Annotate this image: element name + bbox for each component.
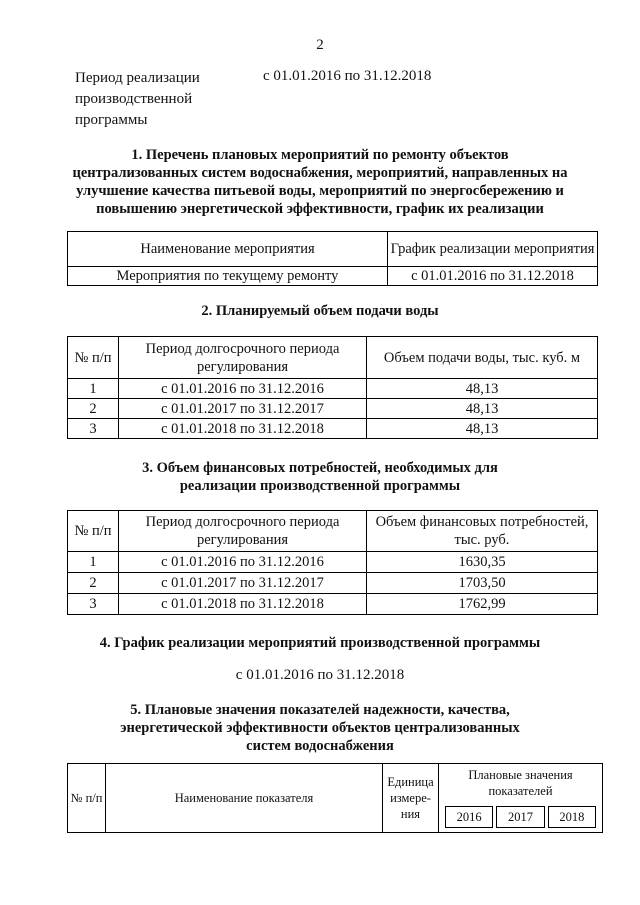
section5-title: 5. Плановые значения показателей надежности, качества, энергетической эффективности объектов централизованных систем водоснабжения	[120, 702, 520, 754]
table-header-row	[68, 232, 598, 267]
header-cell: Период долгосрочного периода регулирования	[119, 337, 367, 379]
header-cell: Наименование мероприятия	[68, 232, 388, 267]
table-row: 2 с 01.01.2017 по 31.12.2017 1703,50	[68, 573, 598, 594]
planned-values-label: Плановые значения показателей	[468, 768, 573, 798]
table-cell: Мероприятия по текущему ремонту	[68, 267, 388, 286]
header-cell: № п/п	[68, 337, 119, 379]
section1-table	[67, 231, 598, 286]
header-cell: Период долгосрочного периода регулирования	[119, 511, 367, 552]
table-row: 3 с 01.01.2018 по 31.12.2018 1762,99	[68, 594, 598, 615]
section2-table	[67, 336, 598, 439]
page-number: 2	[316, 37, 324, 53]
header-cell: График реализации мероприятия	[388, 232, 598, 267]
year-cell: 2017	[496, 806, 544, 828]
table-row: 2 с 01.01.2017 по 31.12.2017 48,13	[68, 399, 598, 419]
header-cell: № п/п	[68, 511, 119, 552]
year-cell: 2016	[445, 806, 493, 828]
table-header-row	[68, 511, 598, 552]
planned-values-cell	[439, 764, 603, 833]
table-cell: с 01.01.2016 по 31.12.2018	[388, 267, 598, 286]
header-cell: Единица измере-ния	[383, 764, 439, 833]
section1-title: 1. Перечень плановых мероприятий по ремонту объектов централизованных систем водоснабжения, мероприятий, направленных на улучшение качества питьевой воды, мероприятий по энергосбережению и повышению энергетической эффективности, график их реализации	[72, 147, 568, 217]
years-row	[445, 806, 596, 828]
table-row	[68, 267, 598, 286]
table-row: 1 с 01.01.2016 по 31.12.2016 48,13	[68, 379, 598, 399]
section4-period: с 01.01.2016 по 31.12.2018	[235, 667, 405, 683]
table-row: 1 с 01.01.2016 по 31.12.2016 1630,35	[68, 552, 598, 573]
section3-table	[67, 510, 598, 615]
table-header-row	[68, 764, 603, 833]
header-cell: Наименование показателя	[106, 764, 383, 833]
table-row: 3 с 01.01.2018 по 31.12.2018 48,13	[68, 419, 598, 439]
period-label: Период реализации производственной программы	[75, 70, 200, 128]
section2-title: 2. Планируемый объем подачи воды	[201, 303, 439, 319]
year-cell: 2018	[548, 806, 596, 828]
header-cell: № п/п	[68, 764, 106, 833]
header-cell: Объем подачи воды, тыс. куб. м	[367, 337, 598, 379]
period-value: с 01.01.2016 по 31.12.2018	[263, 68, 432, 84]
section3-title: 3. Объем финансовых потребностей, необходимых для реализации производственной программы	[142, 460, 498, 494]
table-header-row	[68, 337, 598, 379]
section4-title: 4. График реализации мероприятий производственной программы	[99, 635, 541, 651]
section5-table	[67, 763, 603, 833]
header-cell: Объем финансовых потребностей, тыс. руб.	[367, 511, 598, 552]
